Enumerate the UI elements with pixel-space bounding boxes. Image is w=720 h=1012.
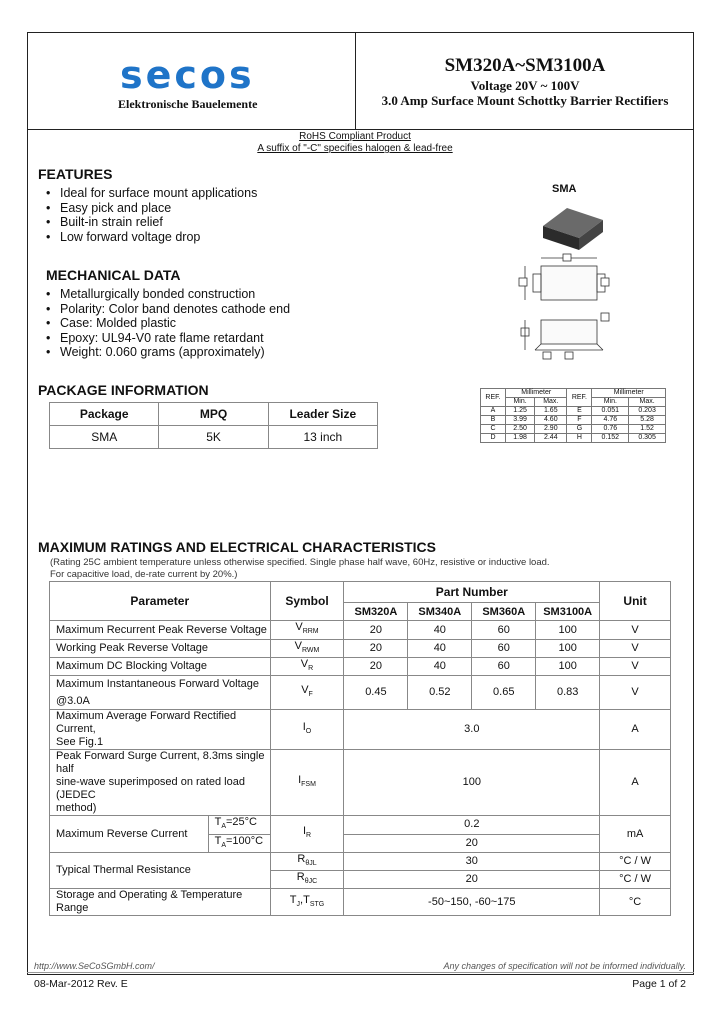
package-heading: PACKAGE INFORMATION <box>38 382 209 398</box>
table-row <box>50 676 671 710</box>
symbol-vr: $V_R$ <box>270 658 344 676</box>
table-cell: SMA <box>50 426 159 449</box>
product-title: SM320A~SM3100A <box>444 55 606 76</box>
table-cell: 4.76 <box>592 416 629 425</box>
table-cell: 0.65 <box>472 676 536 710</box>
table-cell: 20 <box>344 640 408 658</box>
param-thermal: Typical Thermal Resistance <box>50 852 271 888</box>
table-cell: 0.203 <box>629 407 666 416</box>
symbol-vrrm: $V_{RRM}$ <box>270 621 344 640</box>
part-sm3100a: SM3100A <box>536 603 600 621</box>
table-cell: 2.44 <box>535 434 567 443</box>
list-item: • Case: Molded plastic <box>40 316 290 331</box>
table-row <box>50 816 671 834</box>
table-header: Min. <box>506 398 535 407</box>
logo-subtitle: Elektronische Bauelemente <box>118 97 258 111</box>
table-cell: 0.152 <box>592 434 629 443</box>
table-header: Millimeter <box>592 389 666 398</box>
ratings-note-2: For capacitive load, de-rate current by 20%.) <box>50 569 238 580</box>
table-cell: 1.98 <box>506 434 535 443</box>
package-side-view <box>521 313 609 359</box>
features-list <box>40 186 257 244</box>
table-cell: 4.60 <box>535 416 567 425</box>
table-cell: 1.65 <box>535 407 567 416</box>
table-cell: 0.2 <box>344 816 600 834</box>
symbol-rthjl: $R_{\theta JL}$ <box>270 852 344 870</box>
table-cell: 20 <box>344 834 600 852</box>
table-cell: E <box>567 407 592 416</box>
symbol-io: $I_O$ <box>270 710 344 750</box>
table-row <box>481 407 666 416</box>
list-item: • Metallurgically bonded construction <box>40 287 290 302</box>
package-3d-view <box>543 208 603 250</box>
ratings-heading: MAXIMUM RATINGS AND ELECTRICAL CHARACTERISTICS <box>38 539 436 555</box>
table-cell: 20 <box>344 870 600 888</box>
symbol-vf: $V_F$ <box>270 676 344 710</box>
footer-url[interactable]: http://www.SeCoSGmbH.com/ <box>34 961 155 971</box>
table-cell: 60 <box>472 621 536 640</box>
part-sm320a: SM320A <box>344 603 408 621</box>
part-sm360a: SM360A <box>472 603 536 621</box>
table-cell: 60 <box>472 658 536 676</box>
param-ifsm: Peak Forward Surge Current, 8.3ms single half sine-wave superimposed on rated load (JEDEC method) <box>50 750 271 816</box>
list-item: • Built-in strain relief <box>40 215 257 230</box>
table-cell: °C / W <box>600 870 671 888</box>
table-cell: 100 <box>536 658 600 676</box>
table-row <box>481 425 666 434</box>
table-cell: 0.45 <box>344 676 408 710</box>
table-cell: V <box>600 621 671 640</box>
table-header: Package <box>50 403 159 426</box>
table-cell: A <box>481 407 506 416</box>
param-vrrm: Maximum Recurrent Peak Reverse Voltage <box>50 621 271 640</box>
table-header: Max. <box>535 398 567 407</box>
table-header: Min. <box>592 398 629 407</box>
table-cell: 40 <box>408 640 472 658</box>
table-cell: V <box>600 676 671 710</box>
table-cell: 1.25 <box>506 407 535 416</box>
product-description: 3.0 Amp Surface Mount Schottky Barrier Rectifiers <box>381 93 669 108</box>
condition-25c: $T_A=25^\circ C$ <box>208 816 270 834</box>
table-cell: 3.99 <box>506 416 535 425</box>
table-cell: 13 inch <box>268 426 377 449</box>
company-logo: secos <box>120 53 255 97</box>
rohs-line-1: RoHS Compliant Product <box>299 131 411 142</box>
list-item: • Polarity: Color band denotes cathode end <box>40 302 290 317</box>
table-cell: 0.76 <box>592 425 629 434</box>
table-row <box>50 710 671 750</box>
table-row <box>481 416 666 425</box>
header-unit: Unit <box>600 582 671 621</box>
table-cell: °C / W <box>600 852 671 870</box>
table-cell: 100 <box>344 750 600 816</box>
table-row <box>50 621 671 640</box>
table-row <box>481 434 666 443</box>
table-cell: F <box>567 416 592 425</box>
table-cell: H <box>567 434 592 443</box>
param-io: Maximum Average Forward Rectified Current, See Fig.1 <box>50 710 271 750</box>
rohs-line-2: A suffix of "-C" specifies halogen & lead-free <box>257 143 453 154</box>
condition-100c: $T_A=100^\circ C$ <box>208 834 270 852</box>
table-cell: 2.90 <box>535 425 567 434</box>
list-item: • Low forward voltage drop <box>40 230 257 245</box>
ratings-note-1: (Rating 25C ambient temperature unless otherwise specified. Single phase half wave, 60Hz, resistive or inductive load. <box>50 557 550 568</box>
header-symbol: Symbol <box>270 582 344 621</box>
table-cell: D <box>481 434 506 443</box>
table-cell: °C <box>600 889 671 916</box>
param-temp-range: Storage and Operating & Temperature Range <box>50 889 271 916</box>
voltage-range: Voltage 20V ~ 100V <box>470 78 580 93</box>
package-outline-diagram <box>505 200 665 365</box>
features-heading: FEATURES <box>38 166 113 182</box>
param-ir: Maximum Reverse Current <box>50 816 209 852</box>
symbol-vrwm: $V_{RWM}$ <box>270 640 344 658</box>
table-cell: 30 <box>344 852 600 870</box>
list-item: • Easy pick and place <box>40 201 257 216</box>
table-cell: 5.28 <box>629 416 666 425</box>
table-cell: -50~150, -60~175 <box>344 889 600 916</box>
table-row <box>50 658 671 676</box>
diagram-label: SMA <box>552 183 577 195</box>
table-cell: 20 <box>344 621 408 640</box>
table-cell: C <box>481 425 506 434</box>
table-header: Leader Size <box>268 403 377 426</box>
list-item: • Weight: 0.060 grams (approximately) <box>40 345 290 360</box>
ratings-table <box>49 581 671 916</box>
table-cell: 60 <box>472 640 536 658</box>
mechanical-heading: MECHANICAL DATA <box>46 267 181 283</box>
table-header: Millimeter <box>506 389 567 398</box>
header-part-number: Part Number <box>344 582 600 603</box>
table-cell: G <box>567 425 592 434</box>
footer-notice: Any changes of specification will not be informed individually. <box>443 961 686 971</box>
dimension-table <box>480 388 666 443</box>
table-cell: 0.051 <box>592 407 629 416</box>
table-cell: 20 <box>344 658 408 676</box>
table-cell: 40 <box>408 658 472 676</box>
param-vf: Maximum Instantaneous Forward Voltage @3.0A <box>50 676 271 710</box>
header-parameter: Parameter <box>50 582 271 621</box>
table-header: Max. <box>629 398 666 407</box>
table-cell: 1.52 <box>629 425 666 434</box>
symbol-tj-tstg: $T_J,T_{STG}$ <box>270 889 344 916</box>
table-cell: A <box>600 750 671 816</box>
param-vrwm: Working Peak Reverse Voltage <box>50 640 271 658</box>
symbol-ifsm: $I_{FSM}$ <box>270 750 344 816</box>
param-vr: Maximum DC Blocking Voltage <box>50 658 271 676</box>
table-cell: 0.52 <box>408 676 472 710</box>
table-cell: 100 <box>536 621 600 640</box>
table-cell: 0.83 <box>536 676 600 710</box>
part-sm340a: SM340A <box>408 603 472 621</box>
mechanical-list <box>40 287 290 360</box>
page-number: Page 1 of 2 <box>632 978 686 990</box>
date-revision: 08-Mar-2012 Rev. E <box>34 978 128 990</box>
table-header: MPQ <box>159 403 268 426</box>
table-cell: mA <box>600 816 671 852</box>
table-cell: B <box>481 416 506 425</box>
symbol-rthjc: $R_{\theta JC}$ <box>270 870 344 888</box>
table-cell: 3.0 <box>344 710 600 750</box>
table-row <box>50 640 671 658</box>
table-row <box>50 889 671 916</box>
table-cell: V <box>600 640 671 658</box>
table-cell: V <box>600 658 671 676</box>
table-cell: 5K <box>159 426 268 449</box>
table-row <box>50 750 671 816</box>
table-cell: A <box>600 710 671 750</box>
list-item: • Epoxy: UL94-V0 rate flame retardant <box>40 331 290 346</box>
table-header: REF. <box>567 389 592 407</box>
table-cell: 40 <box>408 621 472 640</box>
table-row <box>50 852 671 870</box>
table-cell: 2.50 <box>506 425 535 434</box>
package-top-view <box>519 254 609 300</box>
package-table <box>49 402 378 449</box>
table-row <box>50 426 378 449</box>
list-item: • Ideal for surface mount applications <box>40 186 257 201</box>
symbol-ir: $I_R$ <box>270 816 344 852</box>
table-cell: 100 <box>536 640 600 658</box>
footer-divider <box>27 972 694 973</box>
table-cell: 0.305 <box>629 434 666 443</box>
table-header: REF. <box>481 389 506 407</box>
